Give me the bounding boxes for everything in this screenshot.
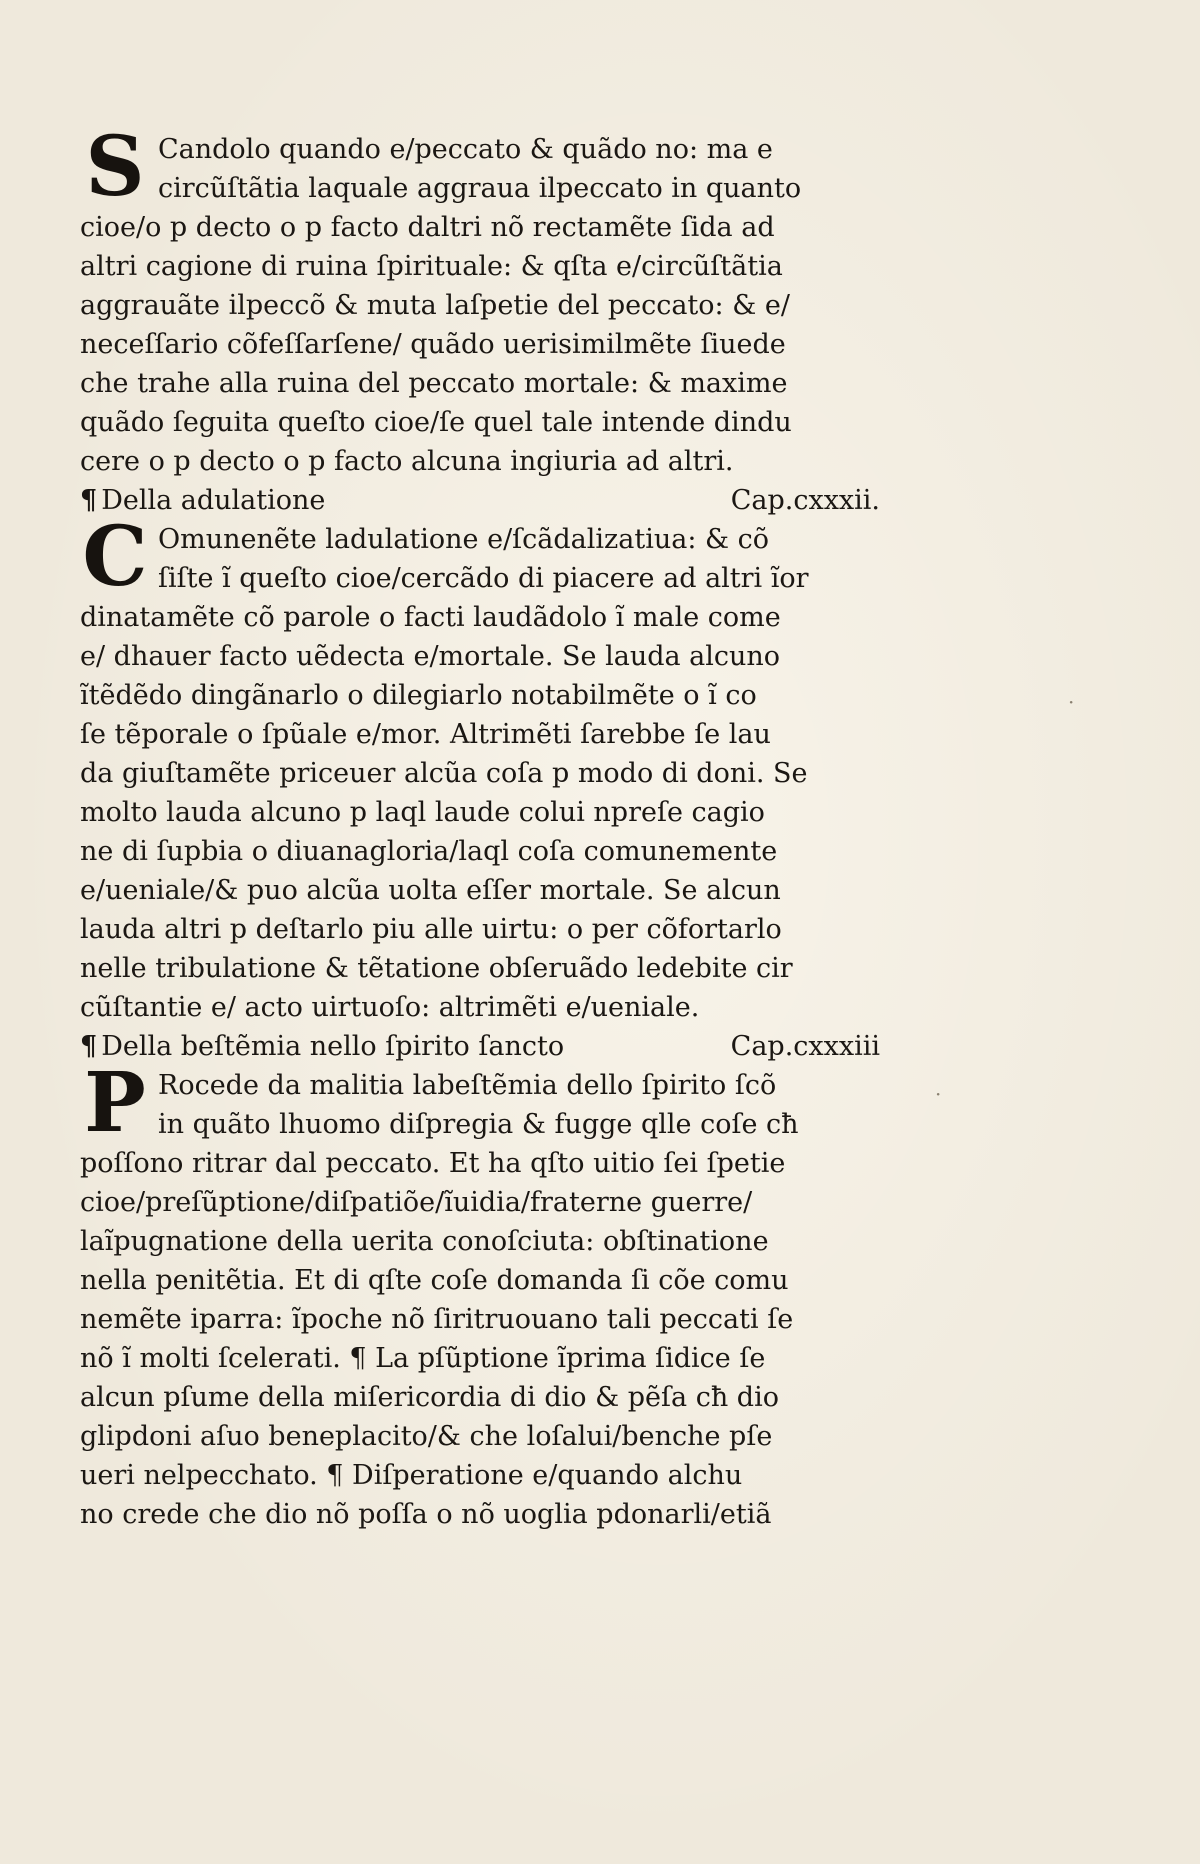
text-line: dinatamẽte cõ parole o facti laudãdolo ĩ male come bbox=[80, 602, 781, 633]
text-line: nella penitẽtia. Et di qſte coſe domanda ſi cõe comu bbox=[80, 1265, 789, 1296]
drop-cap-p: P bbox=[84, 1055, 146, 1151]
text-line: ne di ſupbia o diuanagloria/laql coſa comunemente bbox=[80, 836, 778, 867]
pilcrow-icon: ¶ bbox=[80, 1031, 98, 1062]
text-line: Omunenẽte ladulatione e/ſcãdalizatiua: & cõ bbox=[158, 524, 770, 555]
text-line: cũſtantie e/ acto uirtuoſo: altrimẽti e/ueniale. bbox=[80, 992, 700, 1023]
text-line: nelle tribulatione & tẽtatione obſeruãdo ledebite cir bbox=[80, 953, 793, 984]
text-line: altri cagione di ruina ſpirituale: & qſta e/circũſtãtia bbox=[80, 251, 783, 282]
text-line: laĩpugnatione della uerita conoſciuta: obſtinatione bbox=[80, 1226, 769, 1257]
paper-speck: · bbox=[1068, 690, 1075, 714]
chapter-heading bbox=[80, 1027, 880, 1066]
text-line: glipdoni aſuo beneplacito/& che loſalui/benche pſe bbox=[80, 1421, 773, 1452]
text-line: ſe tẽporale o ſpũale e/mor. Altrimẽti ſarebbe ſe lau bbox=[80, 719, 771, 750]
text-line: e/ueniale/& puo alcũa uolta eſſer mortale. Se alcun bbox=[80, 875, 781, 906]
text-line: che trahe alla ruina del peccato mortale: & maxime bbox=[80, 368, 788, 399]
text-line: Rocede da malitia labeſtẽmia dello ſpirito ſcõ bbox=[158, 1070, 777, 1101]
text-line: cioe/preſũptione/diſpatiõe/ĩuidia/fraterne guerre/ bbox=[80, 1187, 753, 1218]
pilcrow-icon: ¶ bbox=[80, 485, 98, 516]
drop-cap-c: C bbox=[82, 509, 148, 605]
text-line: aggrauãte ilpeccõ & muta laſpetie del peccato: & e/ bbox=[80, 290, 790, 321]
paper-speck: · bbox=[935, 1082, 942, 1106]
chapter-title: ¶ Della beſtẽmia nello ſpirito ſancto bbox=[80, 1031, 565, 1062]
text-line: alcun pſume della miſericordia di dio & pẽſa cħ dio bbox=[80, 1382, 779, 1413]
chapter-number: Cap.cxxxii. bbox=[730, 485, 880, 516]
text-line: ſiſte ĩ queſto cioe/cercãdo di piacere ad altri ĩor bbox=[158, 563, 809, 594]
text-line: molto lauda alcuno p laql laude colui npreſe cagio bbox=[80, 797, 765, 828]
chapter-heading bbox=[80, 481, 880, 520]
text-line: poſſono ritrar dal peccato. Et ha qſto uitio ſei ſpetie bbox=[80, 1148, 786, 1179]
text-line: e/ dhauer facto uẽdecta e/mortale. Se lauda alcuno bbox=[80, 641, 781, 672]
text-line: nõ ĩ molti ſcelerati. ¶ La pſũptione ĩprima ſidice ſe bbox=[80, 1343, 766, 1374]
text-line: cioe/o p decto o p facto daltri nõ rectamẽte ſida ad bbox=[80, 212, 775, 243]
text-line: nemẽte iparra: ĩpoche nõ ſiritruouano tali peccati ſe bbox=[80, 1304, 794, 1335]
text-line: in quãto lhuomo diſpregia & fugge qlle coſe cħ bbox=[158, 1109, 799, 1140]
text-line: no crede che dio nõ poſſa o nõ uoglia pdonarli/etiã bbox=[80, 1499, 772, 1530]
chapter-title: ¶ Della adulatione bbox=[80, 485, 326, 516]
chapter-number: Cap.cxxxiii bbox=[730, 1031, 880, 1062]
text-line: ĩtẽdẽdo dingãnarlo o dilegiarlo notabilmẽte o ĩ co bbox=[80, 680, 757, 711]
text-line: ueri nelpecchato. ¶ Diſperatione e/quando alchu bbox=[80, 1460, 743, 1491]
drop-cap-s: S bbox=[85, 119, 145, 215]
text-line: Candolo quando e/peccato & quãdo no: ma e bbox=[158, 134, 773, 165]
text-line: cere o p decto o p facto alcuna ingiuria ad altri. bbox=[80, 446, 734, 477]
text-line: da giuſtamẽte priceuer alcũa coſa p modo di doni. Se bbox=[80, 758, 808, 789]
text-line: neceſſario cõfeſſarſene/ quãdo uerisimilmẽte ſiuede bbox=[80, 329, 786, 360]
text-line: lauda altri p deſtarlo piu alle uirtu: o per cõfortarlo bbox=[80, 914, 782, 945]
text-line: quãdo ſeguita queſto cioe/ſe quel tale intende dindu bbox=[80, 407, 792, 438]
text-line: circũſtãtia laquale aggraua ilpeccato in quanto bbox=[158, 173, 802, 204]
